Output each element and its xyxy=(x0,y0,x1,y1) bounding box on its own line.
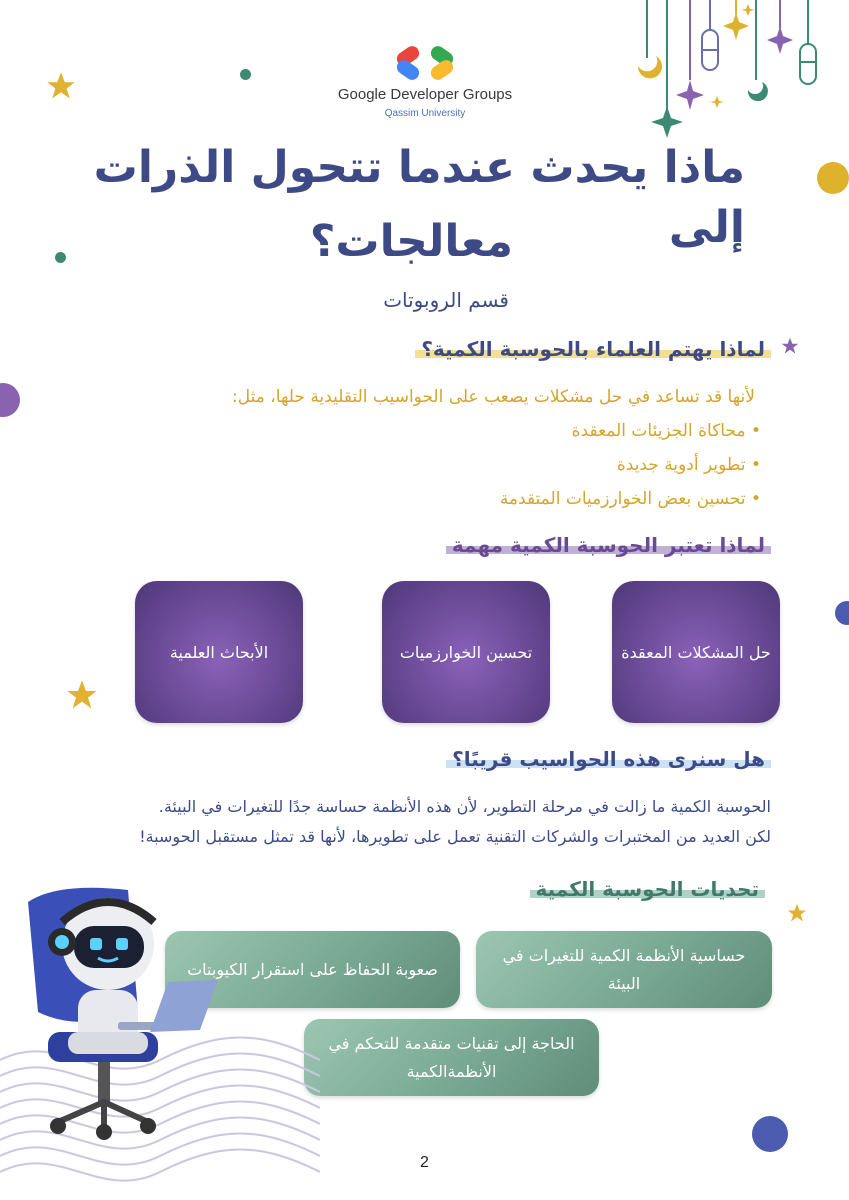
decor-dot xyxy=(817,162,849,194)
importance-card: تحسين الخوارزميات xyxy=(382,581,550,723)
section3-heading: هل سنرى هذه الحواسيب قريبًا؟ xyxy=(446,747,771,771)
page-title-line1: ماذا يحدث عندما تتحول الذرات إلى xyxy=(93,142,745,253)
challenge-card: حساسية الأنظمة الكمية للتغيرات في البيئة xyxy=(476,931,772,1008)
decor-dot xyxy=(55,252,66,263)
decor-dot xyxy=(835,601,849,625)
importance-card: حل المشكلات المعقدة xyxy=(612,581,780,723)
star-icon xyxy=(781,337,799,355)
section1-heading: لماذا يهتم العلماء بالحوسبة الكمية؟ xyxy=(415,337,771,361)
star-icon xyxy=(46,71,76,101)
gdg-logo-chapter: Qassim University xyxy=(384,108,466,119)
star-icon xyxy=(787,903,807,923)
challenge-card: الحاجة إلى تقنيات متقدمة للتحكم في الأنظمةالكمية xyxy=(304,1019,599,1096)
importance-card: الأبحاث العلمية xyxy=(135,581,303,723)
gdg-logo-name: Google Developer Groups xyxy=(337,86,513,103)
section2-heading-wrap xyxy=(446,530,771,560)
decor-dot xyxy=(752,1116,788,1152)
page-subtitle: قسم الروبوتات xyxy=(383,288,509,312)
list-item: • محاكاة الجزيئات المعقدة xyxy=(571,421,761,441)
gdg-logo-icon xyxy=(394,46,456,82)
list-item: • تحسين بعض الخوارزميات المتقدمة xyxy=(499,489,761,509)
decor-dot xyxy=(0,383,20,417)
section2-heading: لماذا تعتبر الحوسبة الكمية مهمة xyxy=(446,533,771,557)
section1-bullet-list xyxy=(500,414,761,516)
section3-line2: لكن العديد من المختبرات والشركات التقنية تعمل على تطويرها، لأنها قد تمثل مستقبل الحوسبة! xyxy=(139,827,771,846)
star-icon xyxy=(66,679,98,711)
challenge-card: صعوبة الحفاظ على استقرار الكيوبتات xyxy=(165,931,460,1008)
page-number: 2 xyxy=(420,1154,429,1171)
section4-heading-wrap xyxy=(530,874,766,904)
list-item: • تطوير أدوية جديدة xyxy=(616,455,761,475)
section3-body xyxy=(51,792,771,852)
page-title-line2: معالجات؟ xyxy=(309,216,513,267)
decor-dot xyxy=(240,69,251,80)
hanging-decoration xyxy=(620,0,849,140)
section3-heading-wrap xyxy=(446,744,771,774)
section1-intro: لأنها قد تساعد في حل مشكلات يصعب على الحواسيب التقليدية حلها، مثل: xyxy=(232,387,755,407)
section1-heading-wrap xyxy=(415,334,771,364)
section3-line1: الحوسبة الكمية ما زالت في مرحلة التطوير، لأن هذه الأنظمة حساسة جدًا للتغيرات في البيئة. xyxy=(158,797,771,816)
robot-illustration xyxy=(18,882,218,1142)
section4-heading: تحديات الحوسبة الكمية xyxy=(530,877,766,901)
